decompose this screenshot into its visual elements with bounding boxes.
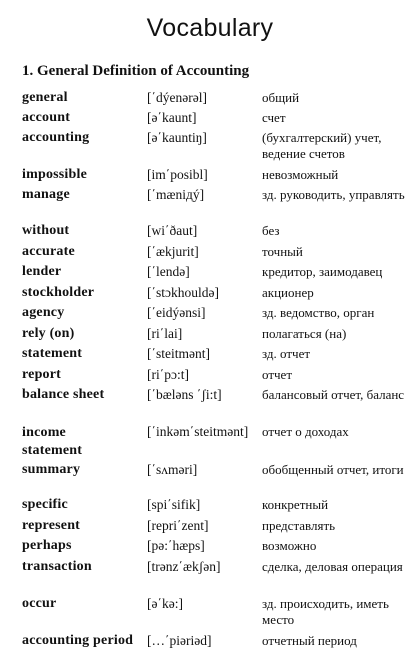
term: agency bbox=[22, 305, 65, 320]
transcription: [trənz΄ækʃən] bbox=[147, 559, 221, 574]
transcription: […΄piəriəd] bbox=[147, 633, 212, 648]
translation: зд. происходить, иметь место bbox=[262, 596, 389, 627]
translation: отчет о доходах bbox=[262, 424, 349, 439]
term: stockholder bbox=[22, 285, 95, 300]
term: account bbox=[22, 110, 71, 125]
term: manage bbox=[22, 187, 70, 202]
term: represent bbox=[22, 518, 81, 533]
term: accurate bbox=[22, 244, 75, 259]
translation: конкретный bbox=[262, 497, 329, 512]
transcription: [΄sʌməri] bbox=[147, 462, 198, 477]
transcription: [΄ækjurit] bbox=[147, 244, 199, 259]
translation: счет bbox=[262, 110, 286, 125]
translation: отчет bbox=[262, 367, 292, 382]
term: balance sheet bbox=[22, 387, 105, 402]
translation: акционер bbox=[262, 285, 314, 300]
translation: полагаться (на) bbox=[262, 326, 347, 341]
transcription: [΄eidýənsi] bbox=[147, 305, 206, 320]
section-heading: 1. General Definition of Accounting bbox=[22, 63, 250, 79]
transcription: [ə΄kauntiŋ] bbox=[147, 130, 207, 145]
term: accounting period bbox=[22, 633, 134, 648]
translation: зд. руководить, управлять bbox=[262, 187, 405, 202]
transcription: [΄bæləns ΄ʃi:t] bbox=[147, 387, 222, 402]
translation: точный bbox=[262, 244, 303, 259]
term: report bbox=[22, 367, 62, 382]
transcription: [΄mæniдý] bbox=[147, 187, 205, 202]
term: specific bbox=[22, 497, 68, 512]
translation: возможно bbox=[262, 538, 317, 553]
term: rely (on) bbox=[22, 326, 75, 341]
transcription: [΄lendə] bbox=[147, 264, 190, 279]
term: statement bbox=[22, 346, 83, 361]
transcription: [ri΄lai] bbox=[147, 326, 183, 341]
term: occur bbox=[22, 596, 57, 611]
term: income statement bbox=[22, 425, 83, 458]
term: transaction bbox=[22, 559, 92, 574]
translation: (бухгалтерский) учет, ведение счетов bbox=[262, 130, 382, 161]
translation: кредитор, заимодавец bbox=[262, 264, 383, 279]
term: impossible bbox=[22, 167, 88, 182]
transcription: [spi΄sifik] bbox=[147, 497, 201, 512]
term: without bbox=[22, 223, 70, 238]
transcription: [im΄posibl] bbox=[147, 167, 208, 182]
transcription: [pə:΄hæps] bbox=[147, 538, 205, 553]
translation: невозможный bbox=[262, 167, 339, 182]
translation: зд. отчет bbox=[262, 346, 311, 361]
translation: отчетный период bbox=[262, 633, 357, 648]
translation: общий bbox=[262, 90, 300, 105]
term: lender bbox=[22, 264, 62, 279]
term: perhaps bbox=[22, 538, 72, 553]
translation: обобщенный отчет, итоги bbox=[262, 462, 404, 477]
transcription: [΄dýenərəl] bbox=[147, 90, 207, 105]
transcription: [ə΄kə:] bbox=[147, 596, 183, 611]
transcription: [΄inkəm΄steitmənt] bbox=[147, 424, 249, 439]
transcription: [repri΄zent] bbox=[147, 518, 209, 533]
translation: зд. ведомство, орган bbox=[262, 305, 375, 320]
translation: представлять bbox=[262, 518, 336, 533]
transcription: [ri΄pɔ:t] bbox=[147, 367, 189, 382]
transcription: [ə΄kaunt] bbox=[147, 110, 197, 125]
term: general bbox=[22, 90, 68, 105]
translation: без bbox=[262, 223, 280, 238]
translation: сделка, деловая операция bbox=[262, 559, 403, 574]
term: summary bbox=[22, 462, 81, 477]
transcription: [΄steitmənt] bbox=[147, 346, 210, 361]
term: accounting bbox=[22, 130, 90, 145]
page-title: Vocabulary bbox=[146, 14, 274, 42]
transcription: [΄stɔkhouldə] bbox=[147, 285, 219, 300]
transcription: [wi΄ðaut] bbox=[147, 223, 198, 238]
translation: балансовый отчет, баланс bbox=[262, 387, 405, 402]
